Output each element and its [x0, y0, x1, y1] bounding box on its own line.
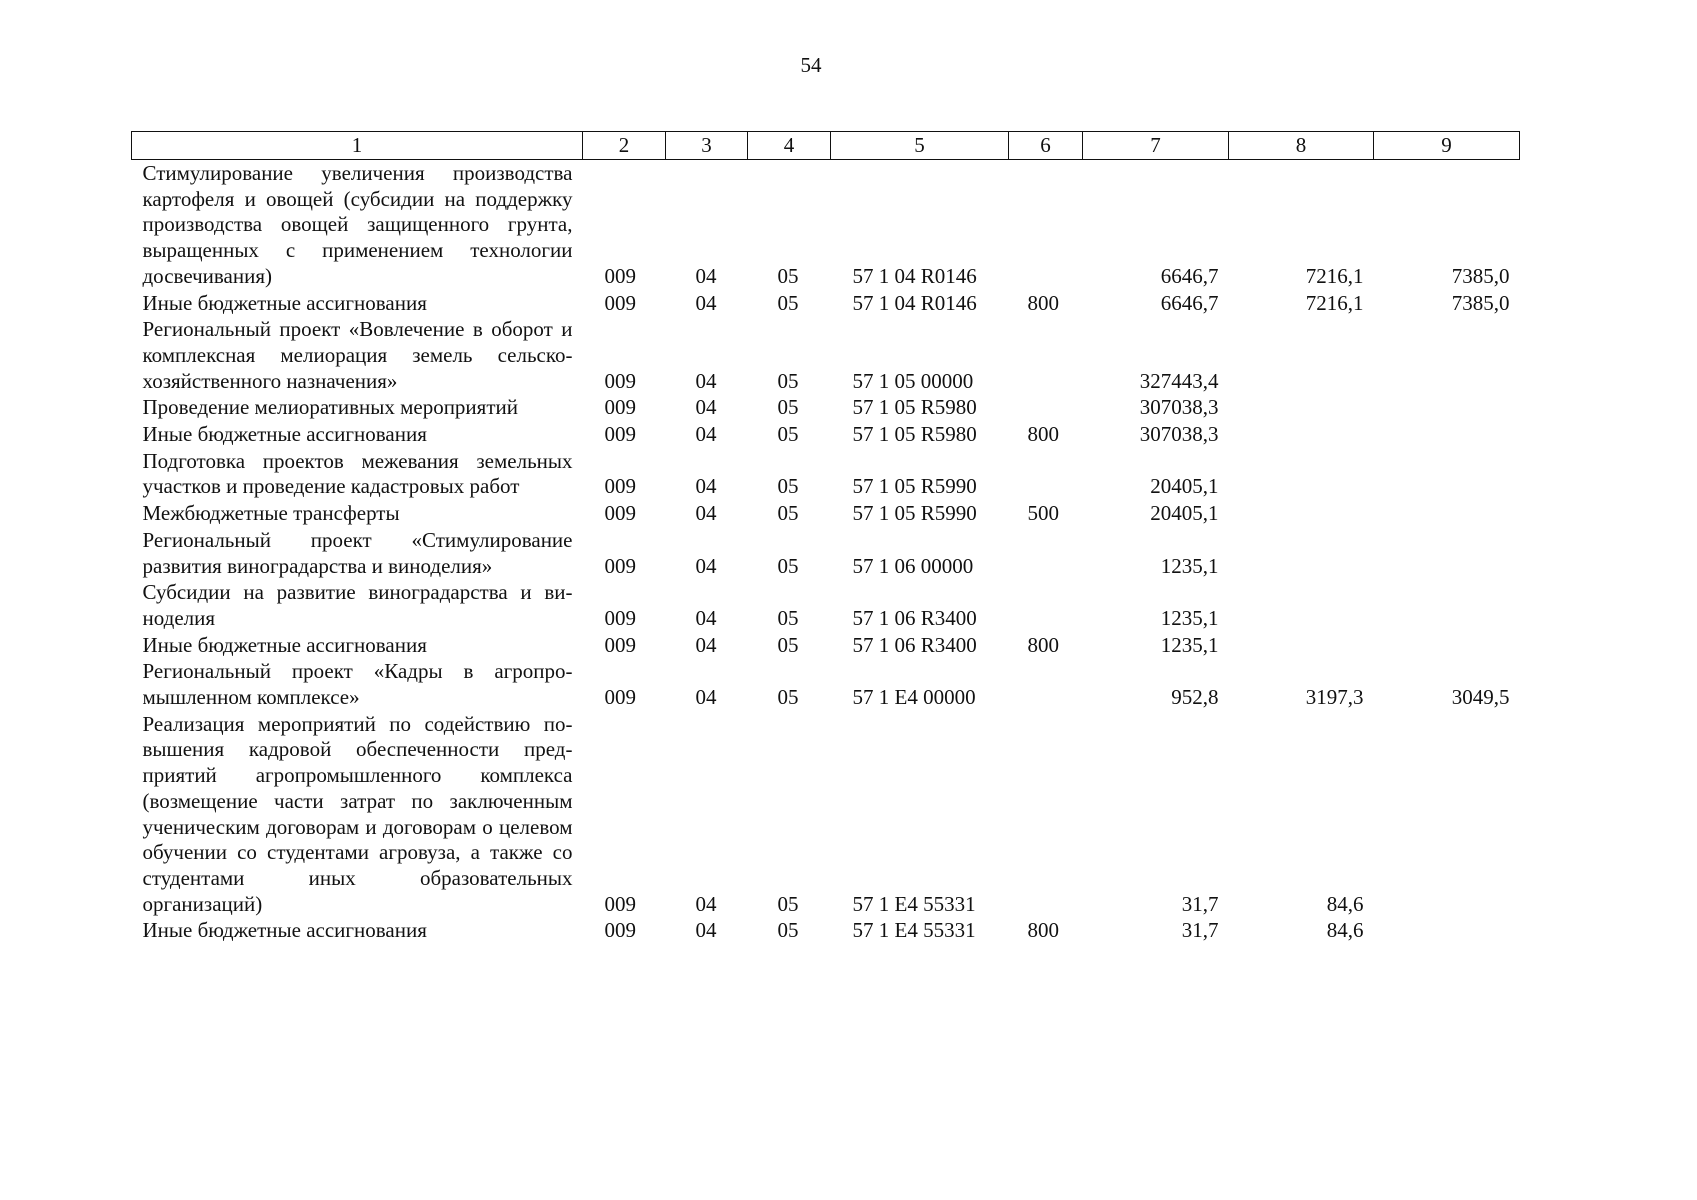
amount-col8: 7216,1 — [1305, 263, 1364, 288]
subsection-code: 05 — [777, 422, 799, 447]
row-name: Реализация мероприятий по содействию повышения кадровой обеспеченности предприятий агропромышленного комплекса (возмещение части затрат по заключенным ученическим договорам и договорам о целевом обучении со студентами агровуза, а также со студентами иных образовательных организаций) — [142, 711, 573, 916]
section-code: 04 — [695, 891, 717, 916]
row-name: Проведение мелиоративных мероприятий — [142, 395, 518, 420]
column-header-6: 6 — [1009, 132, 1083, 160]
row-name: Стимулирование увеличения производства картофеля и овощей (субсидии на поддержку производства овощей защищенного грунта, выращенных с применением технологии досвечивания) — [142, 161, 573, 288]
column-header-7: 7 — [1083, 132, 1229, 160]
amount-col7: 31,7 — [1181, 918, 1219, 943]
table-row — [132, 917, 1520, 944]
ministry-code: 009 — [604, 474, 636, 499]
target-article-code: 57 1 05 R5990 — [852, 501, 977, 526]
table-row — [132, 448, 1520, 500]
section-code: 04 — [695, 918, 717, 943]
amount-col9 — [1374, 394, 1520, 421]
header-row — [132, 132, 1520, 160]
subsection-code: 05 — [777, 605, 799, 630]
ministry-code: 009 — [604, 632, 636, 657]
section-code: 04 — [695, 422, 717, 447]
amount-col7: 307038,3 — [1139, 395, 1219, 420]
ministry-code: 009 — [604, 263, 636, 288]
amount-col7: 327443,4 — [1139, 368, 1219, 393]
amount-col8: 7216,1 — [1305, 290, 1364, 315]
subsection-code: 05 — [777, 501, 799, 526]
row-name: Иные бюджетные ассигнования — [142, 422, 427, 447]
ministry-code: 009 — [604, 368, 636, 393]
budget-table — [131, 131, 1520, 944]
amount-col9: 7385,0 — [1451, 263, 1510, 288]
subsection-code: 05 — [777, 632, 799, 657]
amount-col9 — [1374, 711, 1520, 918]
ministry-code: 009 — [604, 918, 636, 943]
section-code: 04 — [695, 290, 717, 315]
expense-type-code: 800 — [1027, 290, 1059, 315]
amount-col8 — [1229, 448, 1374, 500]
amount-col7: 952,8 — [1171, 685, 1219, 710]
expense-type-code: 500 — [1027, 501, 1059, 526]
table-row — [132, 394, 1520, 421]
target-article-code: 57 1 04 R0146 — [852, 263, 977, 288]
ministry-code: 009 — [604, 395, 636, 420]
expense-type-code: 800 — [1027, 422, 1059, 447]
amount-col9 — [1374, 527, 1520, 579]
section-code: 04 — [695, 263, 717, 288]
ministry-code: 009 — [604, 891, 636, 916]
column-header-2: 2 — [583, 132, 666, 160]
table-row — [132, 160, 1520, 290]
ministry-code: 009 — [604, 422, 636, 447]
amount-col7: 1235,1 — [1160, 605, 1219, 630]
section-code: 04 — [695, 395, 717, 420]
section-code: 04 — [695, 605, 717, 630]
amount-col8: 84,6 — [1326, 918, 1364, 943]
expense-type-code — [1009, 527, 1083, 579]
amount-col7: 6646,7 — [1160, 290, 1219, 315]
section-code: 04 — [695, 685, 717, 710]
amount-col9 — [1374, 448, 1520, 500]
table-row — [132, 658, 1520, 710]
expense-type-code — [1009, 394, 1083, 421]
subsection-code: 05 — [777, 395, 799, 420]
target-article-code: 57 1 04 R0146 — [852, 290, 977, 315]
target-article-code: 57 1 Е4 00000 — [852, 685, 976, 710]
column-header-8: 8 — [1229, 132, 1374, 160]
target-article-code: 57 1 Е4 55331 — [852, 918, 976, 943]
amount-col7: 307038,3 — [1139, 422, 1219, 447]
expense-type-code — [1009, 711, 1083, 918]
table-row — [132, 632, 1520, 659]
column-header-9: 9 — [1374, 132, 1520, 160]
table-row — [132, 711, 1520, 918]
expense-type-code — [1009, 658, 1083, 710]
section-code: 04 — [695, 474, 717, 499]
expense-type-code — [1009, 316, 1083, 394]
table-row — [132, 500, 1520, 527]
amount-col7: 6646,7 — [1160, 263, 1219, 288]
amount-col8 — [1229, 632, 1374, 659]
table-row — [132, 316, 1520, 394]
expense-type-code — [1009, 160, 1083, 290]
row-name: Региональный проект «Вовлечение в оборот и комплексная мелиорация земель сельскохозяйственного назначения» — [142, 317, 573, 393]
subsection-code: 05 — [777, 474, 799, 499]
subsection-code: 05 — [777, 918, 799, 943]
section-code: 04 — [695, 632, 717, 657]
target-article-code: 57 1 06 R3400 — [852, 632, 977, 657]
column-header-4: 4 — [748, 132, 831, 160]
amount-col8 — [1229, 579, 1374, 631]
amount-col8 — [1229, 527, 1374, 579]
amount-col7: 20405,1 — [1150, 474, 1219, 499]
subsection-code: 05 — [777, 553, 799, 578]
table-row — [132, 579, 1520, 631]
row-name: Региональный проект «Стимулирование развития виноградарства и виноделия» — [142, 527, 573, 578]
expense-type-code — [1009, 579, 1083, 631]
row-name: Иные бюджетные ассигнования — [142, 290, 427, 315]
page-number: 54 — [800, 53, 822, 77]
table-row — [132, 290, 1520, 317]
target-article-code: 57 1 Е4 55331 — [852, 891, 976, 916]
subsection-code: 05 — [777, 891, 799, 916]
amount-col8 — [1229, 394, 1374, 421]
amount-col9 — [1374, 421, 1520, 448]
amount-col9: 7385,0 — [1451, 290, 1510, 315]
ministry-code: 009 — [604, 685, 636, 710]
ministry-code: 009 — [604, 290, 636, 315]
amount-col9 — [1374, 917, 1520, 944]
expense-type-code — [1009, 448, 1083, 500]
row-name: Иные бюджетные ассигнования — [142, 632, 427, 657]
section-code: 04 — [695, 553, 717, 578]
subsection-code: 05 — [777, 368, 799, 393]
ministry-code: 009 — [604, 605, 636, 630]
amount-col9: 3049,5 — [1451, 685, 1510, 710]
table-row — [132, 527, 1520, 579]
subsection-code: 05 — [777, 263, 799, 288]
row-name: Межбюджетные трансферты — [142, 501, 400, 526]
target-article-code: 57 1 05 R5980 — [852, 395, 977, 420]
subsection-code: 05 — [777, 685, 799, 710]
row-name: Подготовка проектов межевания земельных участков и проведение кадастровых работ — [142, 448, 573, 499]
column-header-1: 1 — [132, 132, 583, 160]
target-article-code: 57 1 06 00000 — [852, 553, 974, 578]
target-article-code: 57 1 05 R5990 — [852, 474, 977, 499]
column-header-3: 3 — [666, 132, 748, 160]
row-name: Субсидии на развитие виноградарства и виноделия — [142, 580, 573, 630]
expense-type-code: 800 — [1027, 918, 1059, 943]
expense-type-code: 800 — [1027, 632, 1059, 657]
table-row — [132, 421, 1520, 448]
row-name: Региональный проект «Кадры в агропромышленном комплексе» — [142, 659, 573, 710]
subsection-code: 05 — [777, 290, 799, 315]
amount-col8 — [1229, 316, 1374, 394]
table-body — [132, 160, 1520, 945]
amount-col9 — [1374, 316, 1520, 394]
target-article-code: 57 1 05 00000 — [852, 368, 974, 393]
amount-col7: 1235,1 — [1160, 553, 1219, 578]
amount-col8 — [1229, 421, 1374, 448]
amount-col9 — [1374, 500, 1520, 527]
amount-col7: 31,7 — [1181, 891, 1219, 916]
section-code: 04 — [695, 368, 717, 393]
amount-col9 — [1374, 579, 1520, 631]
ministry-code: 009 — [604, 501, 636, 526]
amount-col7: 20405,1 — [1150, 501, 1219, 526]
amount-col7: 1235,1 — [1160, 632, 1219, 657]
amount-col9 — [1374, 632, 1520, 659]
amount-col8 — [1229, 500, 1374, 527]
amount-col8: 3197,3 — [1305, 685, 1364, 710]
row-name: Иные бюджетные ассигнования — [142, 918, 427, 943]
target-article-code: 57 1 06 R3400 — [852, 605, 977, 630]
target-article-code: 57 1 05 R5980 — [852, 422, 977, 447]
column-header-5: 5 — [831, 132, 1009, 160]
ministry-code: 009 — [604, 553, 636, 578]
amount-col8: 84,6 — [1326, 891, 1364, 916]
section-code: 04 — [695, 501, 717, 526]
